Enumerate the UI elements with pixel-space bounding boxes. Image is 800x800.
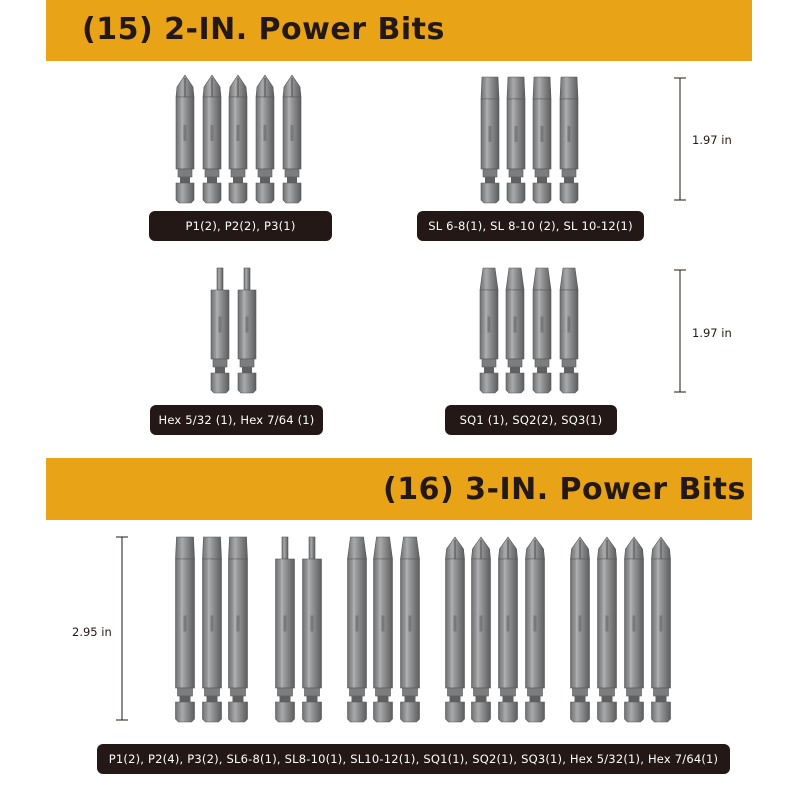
title-3in: (16) 3-IN. Power Bits [383,472,746,507]
label-3in-bits: P1(2), P2(4), P3(2), SL6-8(1), SL8-10(1), SL10-12(1), SQ1(1), SQ2(1), SQ3(1), Hex 5/32(1), Hex 7/64(1) [97,744,730,774]
bit-2in-0-1 [203,75,221,203]
bit-2in-3-0 [480,268,498,393]
bit-3in-4-0 [571,537,590,722]
bit-3in-0-0 [176,537,195,722]
bit-3in-2-2 [401,537,420,722]
bit-3in-1-1 [303,537,322,722]
bit-3in-0-2 [229,537,248,722]
bit-3in-4-2 [625,537,644,722]
label-hex-2in: Hex 5/32 (1), Hex 7/64 (1) [150,405,323,435]
dimension-label-top: 1.97 in [692,133,732,147]
bit-3in-4-1 [598,537,617,722]
bit-2in-2-1 [238,268,256,393]
dimension-bracket-bottom [674,270,686,392]
bit-2in-2-0 [211,268,229,393]
bit-2in-0-2 [229,75,247,203]
bit-3in-2-0 [348,537,367,722]
label-slotted-2in: SL 6-8(1), SL 8-10 (2), SL 10-12(1) [417,211,644,241]
bit-3in-4-3 [652,537,671,722]
bit-2in-3-1 [506,268,524,393]
label-square-2in: SQ1 (1), SQ2(2), SQ3(1) [445,405,617,435]
bit-2in-1-3 [560,77,578,203]
bit-3in-1-0 [276,537,295,722]
bit-3in-3-1 [472,537,491,722]
bit-2in-3-3 [560,268,578,393]
dimension-label-3in: 2.95 in [72,625,112,639]
dimension-bracket-3in [116,537,128,720]
bit-3in-3-3 [526,537,545,722]
bit-3in-0-1 [203,537,222,722]
bit-3in-3-2 [499,537,518,722]
bit-2in-0-0 [176,75,194,203]
label-phillips-2in: P1(2), P2(2), P3(1) [149,211,332,241]
dimension-label-bottom: 1.97 in [692,326,732,340]
bit-2in-0-4 [283,75,301,203]
title-2in: (15) 2-IN. Power Bits [82,12,445,47]
bit-2in-1-1 [507,77,525,203]
bit-3in-3-0 [446,537,465,722]
bit-2in-1-0 [481,77,499,203]
dimension-bracket-top [674,78,686,200]
bit-2in-1-2 [533,77,551,203]
bit-3in-2-1 [374,537,393,722]
bit-2in-0-3 [256,75,274,203]
bit-2in-3-2 [533,268,551,393]
